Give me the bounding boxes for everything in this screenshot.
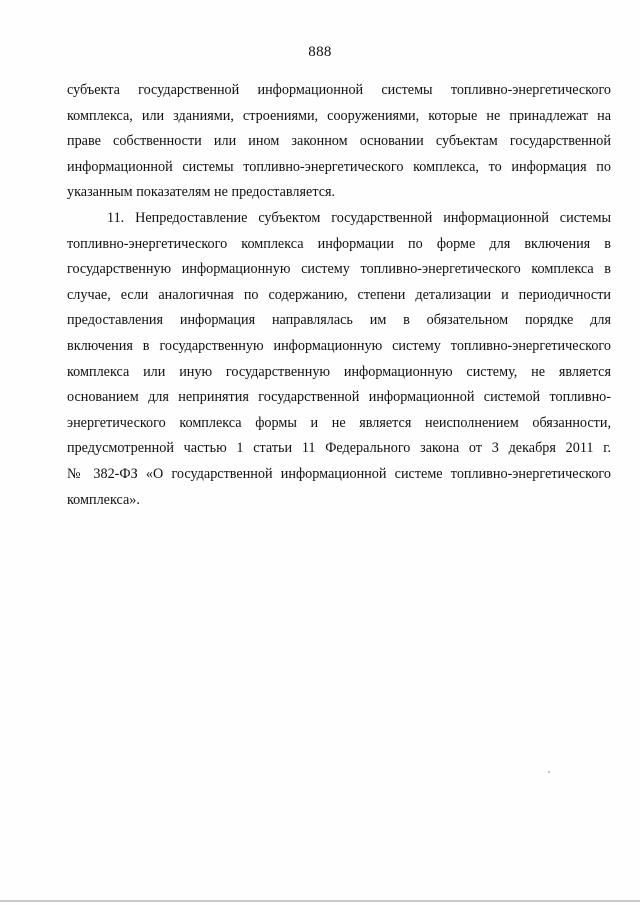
page-number: 888	[308, 44, 332, 60]
text-line: топливно-энергетического комплекса информации по форме для включения в	[67, 235, 611, 252]
text-line: 11. Непредоставление субъектом государственной информационной системы	[107, 209, 611, 226]
paragraph-continuation	[67, 78, 611, 206]
text-line: информационной системы топливно-энергетического комплекса, то информация по	[67, 158, 611, 175]
text-line: включения в государственную информационную систему топливно-энергетического	[67, 337, 611, 354]
text-line: субъекта государственной информационной системы топливно-энергетического	[67, 82, 611, 98]
text-line: энергетического комплекса формы и не является неисполнением обязанности,	[67, 414, 611, 431]
text-line: указанным показателям не предоставляется.	[67, 184, 336, 201]
text-line: комплекса, или зданиями, строениями, сооружениями, которые не принадлежат на	[67, 107, 611, 124]
scan-speck	[548, 771, 550, 773]
text-line: предусмотренной частью 1 статьи 11 Федерального закона от 3 декабря 2011 г.	[67, 440, 611, 457]
text-line: № 382-ФЗ «О государственной информационной системе топливно-энергетического	[67, 465, 611, 482]
text-line: случае, если аналогичная по содержанию, степени детализации и периодичности	[67, 286, 611, 303]
text-line: государственную информационную систему топливно-энергетического комплекса в	[67, 261, 611, 278]
paragraph-item-11	[67, 206, 611, 513]
text-line: праве собственности или ином законном основании субъектам государственной	[67, 133, 611, 150]
text-line: комплекса».	[67, 491, 140, 508]
text-line: комплекса или иную государственную информационную систему, не является	[67, 363, 611, 380]
document-body	[67, 78, 611, 513]
scan-edge	[0, 900, 640, 902]
text-line: основанием для непринятия государственной информационной системой топливно-	[67, 389, 611, 406]
text-line: предоставления информация направлялась им в обязательном порядке для	[67, 312, 611, 329]
